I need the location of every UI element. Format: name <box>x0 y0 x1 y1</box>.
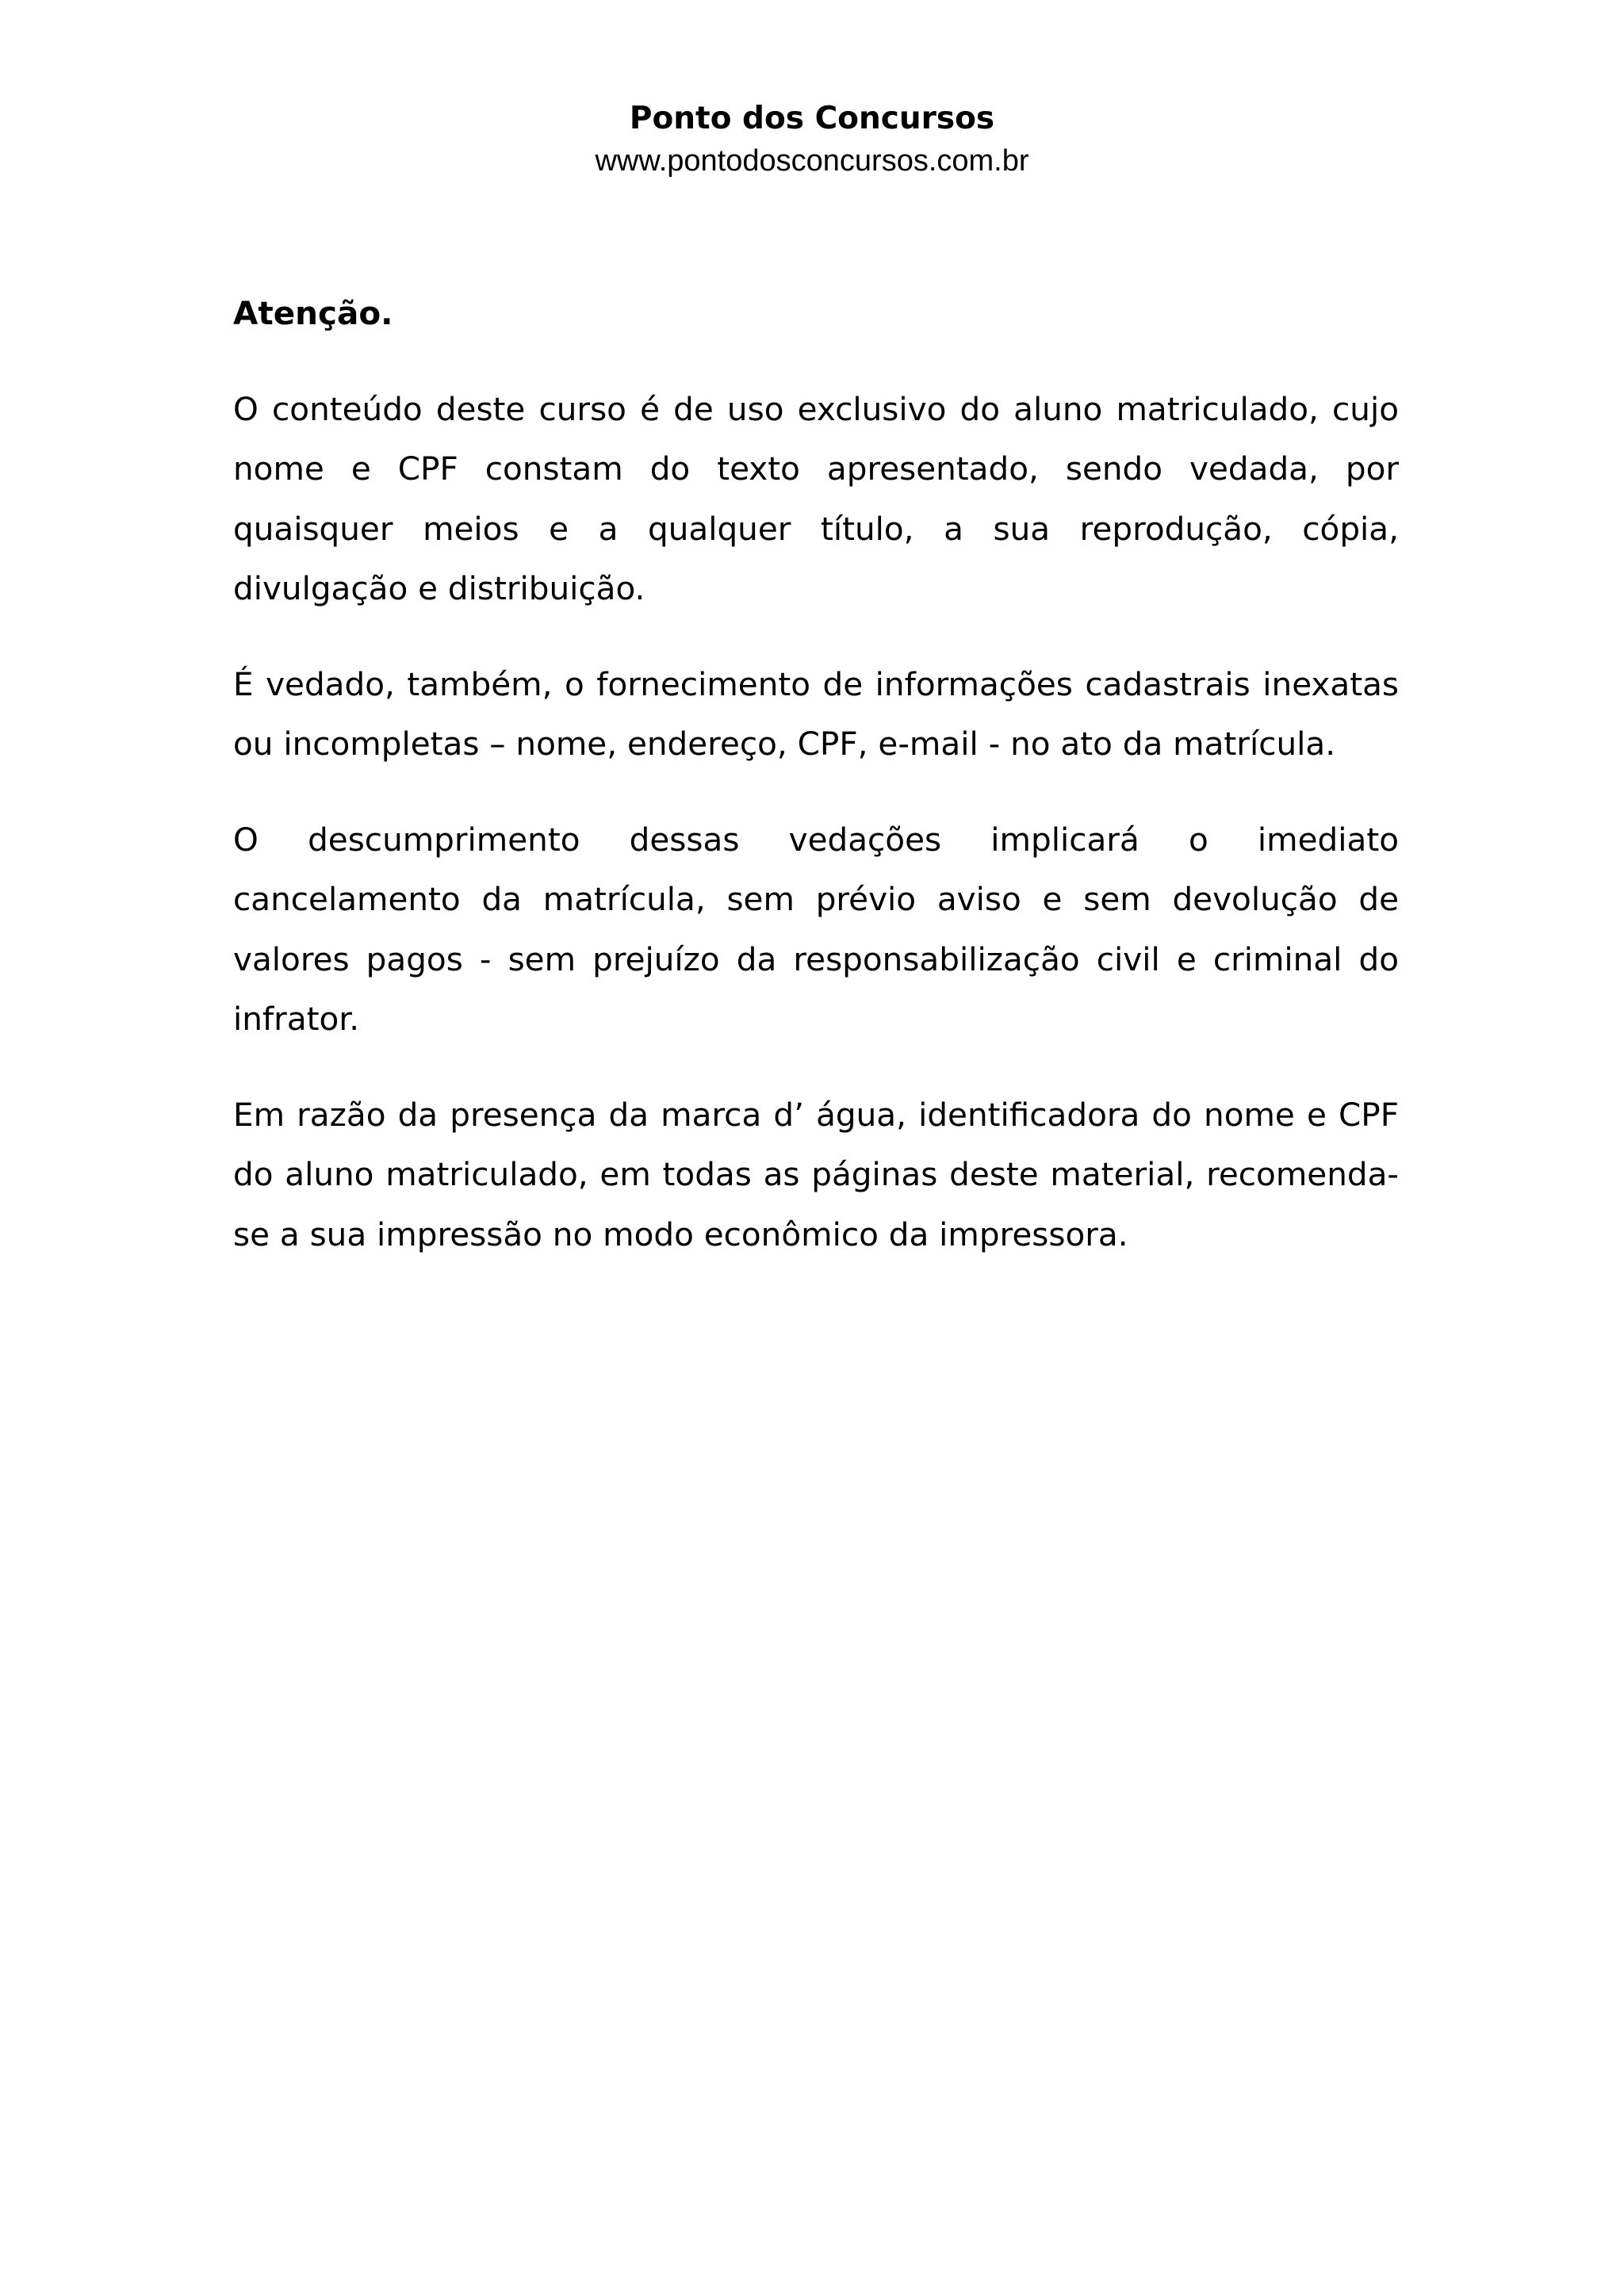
notice-paragraph-penalty: O descumprimento dessas vedações implicará o imediato cancelamento da matrícula, sem prévio aviso e sem devolução de valores pagos - sem prejuízo da responsabilização civil e criminal do infrator. <box>233 820 1399 1038</box>
header-title: Ponto dos Concursos <box>629 101 995 136</box>
notice-paragraph-registration-data: É vedado, também, o fornecimento de informações cadastrais inexatas ou incompletas – nome, endereço, CPF, e-mail - no ato da matrícula. <box>233 664 1399 763</box>
notice-heading: Atenção. <box>233 294 393 332</box>
notice-body <box>233 284 1399 1300</box>
header-url: www.pontodosconcursos.com.br <box>595 144 1029 178</box>
notice-paragraph-watermark: Em razão da presença da marca d’ água, identificadora do nome e CPF do aluno matriculado, em todas as páginas deste material, recomenda-se a sua impressão no modo econômico da impressora. <box>233 1095 1399 1253</box>
notice-paragraph-exclusive-use: O conteúdo deste curso é de uso exclusivo do aluno matriculado, cujo nome e CPF constam do texto apresentado, sendo vedada, por quaisquer meios e a qualquer título, a sua reprodução, cópia, divulgação e distribuição. <box>233 389 1399 607</box>
